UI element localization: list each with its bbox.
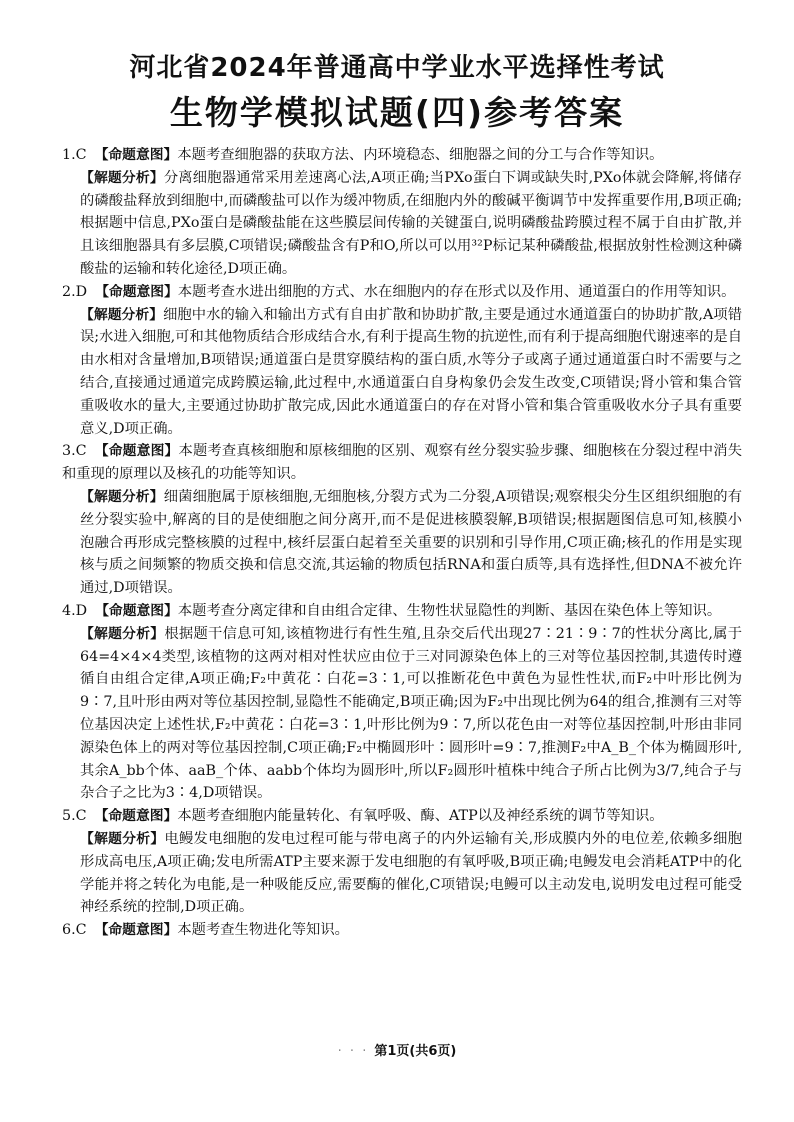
question-number: 6.C [62,922,87,939]
analysis-tag: 【解题分析】 [80,830,165,847]
question-number: 4.D [62,602,88,619]
analysis-text: 根据题干信息可知,该植物进行有性生殖,且杂交后代出现27∶21∶9∶7的性状分离比,属于64=4×4×4类型,该植物的这两对相对性状应由位于三对同源染色体上的三对等位基因控制,其遗传时遵循自由组合定律,A项正确;F₂中黄花∶白花=3∶1,可以推断花色中黄色为显性性状,而F₂中叶形比例为9∶7,且叶形由两对等位基因控制,显隐性不能确定,B项正确;因为F₂中出现比例为64的组合,推测有三对等位基因决定上述性状,F₂中黄花∶白花=3∶1,叶形比例为9∶7,所以花色由一对等位基因控制,叶形由非同源染色体上的两对等位基因控制,C项正确;F₂中椭圆形叶∶圆形叶=9∶7,推测F₂中A_B_个体为椭圆形叶,其余A_bb个体、aaB_个体、aabb个体均为圆形叶,所以F₂圆形叶植株中纯合子所占比例为3/7,纯合子与杂合子之比为3∶4,D项错误。 [80,625,742,802]
intent-tag: 【命题意图】 [94,443,179,460]
answer-item [62,144,742,281]
answer-item [62,600,742,805]
intent-text: 本题考查真核细胞和原核细胞的区别、观察有丝分裂实验步骤、细胞核在分裂过程中消失和重现的原理以及核孔的功能等知识。 [62,443,743,483]
intent-tag: 【命题意图】 [95,602,178,619]
intent-text: 本题考查水进出细胞的方式、水在细胞内的存在形式以及作用、通道蛋白的作用等知识。 [177,283,736,300]
analysis-tag: 【解题分析】 [80,306,164,323]
intent-tag: 【命题意图】 [94,147,178,163]
question-number: 1.C [62,147,87,163]
analysis-text: 细菌细胞属于原核细胞,无细胞核,分裂方式为二分裂,A项错误;观察根尖分生区组织细胞的有丝分裂实验中,解离的目的是使细胞之间分离开,而不是促进核膜裂解,B项错误;根据题图信息可知,核膜小泡融合再形成完整核膜的过程中,核纤层蛋白起着至关重要的识别和引导作用,C项正确;核孔的作用是实现核与质之间频繁的物质交换和信息交流,其运输的物质包括RNA和蛋白质等,具有选择性,但DNA不被允许通过,D项错误。 [80,488,742,597]
analysis-text: 电鳗发电细胞的发电过程可能与带电离子的内外运输有关,形成膜内外的电位差,依赖多细胞形成高电压,A项正确;发电所需ATP主要来源于发电细胞的有氧呼吸,B项正确;电鳗发电会消耗ATP中的化学能并将之转化为电能,是一种吸能反应,需要酶的催化,C项错误;电鳗可以主动发电,说明发电过程可能受神经系统的控制,D项正确。 [80,830,742,916]
analysis-tag: 【解题分析】 [80,169,164,186]
intent-tag: 【命题意图】 [95,283,178,300]
intent-text: 本题考查生物进化等知识。 [177,922,349,939]
answer-item [62,919,742,942]
intent-text: 本题考查分离定律和自由组合定律、生物性状显隐性的判断、基因在染色体上等知识。 [177,602,722,619]
intent-text: 本题考查细胞内能量转化、有氧呼吸、酶、ATP以及神经系统的调节等知识。 [177,808,664,825]
answer-item [62,805,742,919]
analysis-tag: 【解题分析】 [80,488,164,505]
exam-title: 河北省2024年普通高中学业水平选择性考试 [129,53,665,83]
page-number: 第1页(共6页) [374,1044,457,1059]
answer-item [62,281,742,441]
analysis-tag: 【解题分析】 [80,625,165,642]
analysis-text: 细胞中水的输入和输出方式有自由扩散和协助扩散,主要是通过水通道蛋白的协助扩散,A项错误;水进入细胞,可和其他物质结合形成结合水,有利于提高生物的抗逆性,而有利于提高细胞代谢速率的是自由水相对含量增加,B项错误;通道蛋白是贯穿膜结构的蛋白质,水等分子或离子通过通道蛋白时不需要与之结合,直接通过通道完成跨膜运输,此过程中,水通道蛋白自身构象仍会发生改变,C项错误;肾小管和集合管重吸收水的量大,主要通过协助扩散完成,因此水通道蛋白的存在对肾小管和集合管重吸收水分子具有重要意义,D项正确。 [80,306,742,437]
intent-text: 本题考查细胞器的获取方法、内环境稳态、细胞器之间的分工与合作等知识。 [177,147,664,163]
intent-tag: 【命题意图】 [94,922,178,939]
analysis-text: 分离细胞器通常采用差速离心法,A项正确;当PXo蛋白下调或缺失时,PXo体就会降解,将储存的磷酸盐释放到细胞中,而磷酸盐可以作为缓冲物质,在细胞内外的酸碱平衡调节中发挥重要作用,B项正确;根据题中信息,PXo蛋白是磷酸盐能在这些膜层间传输的关键蛋白,说明磷酸盐跨膜过程不属于自由扩散,并且该细胞器具有多层膜,C项错误;磷酸盐含有P和O,所以可以用³²P标记某种磷酸盐,根据放射性检测这种磷酸盐的运输和转化途径,D项正确。 [80,169,742,277]
question-number: 2.D [62,283,88,300]
answer-key-title: 生物学模拟试题(四)参考答案 [169,93,625,132]
page-footer [0,1040,794,1059]
page-header [0,50,794,136]
answer-item [62,440,742,600]
answer-list [62,144,742,942]
question-number: 3.C [62,443,87,460]
intent-tag: 【命题意图】 [94,808,178,825]
decorative-dots: · · · [337,1044,369,1059]
question-number: 5.C [62,808,87,825]
